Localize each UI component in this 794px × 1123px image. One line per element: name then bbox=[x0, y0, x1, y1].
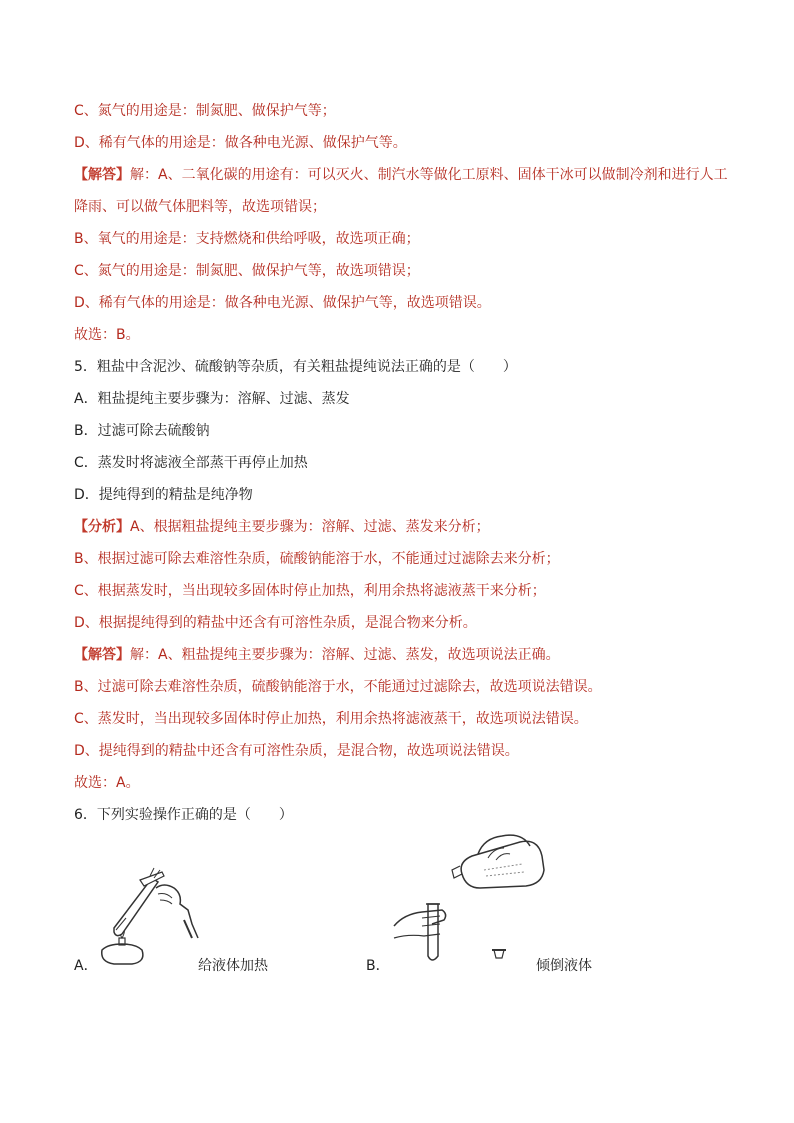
answer-line-c: C、蒸发时，当出现较多固体时停止加热，利用余热将滤液蒸干，故选项说法错误。 bbox=[74, 711, 588, 727]
question-5-option-d: D．提纯得到的精盐是纯净物 bbox=[74, 487, 253, 503]
answer-tag-2: 【解答】 bbox=[74, 647, 130, 663]
option-a-caption: 给液体加热 bbox=[198, 958, 268, 974]
prev-answer-c: C、氮气的用途是：制氮肥、做保护气等，故选项错误； bbox=[74, 263, 420, 279]
heating-liquid-illustration bbox=[92, 858, 202, 968]
answer-tag: 【解答】 bbox=[74, 167, 130, 183]
prev-option-c: C、氮气的用途是：制氮肥、做保护气等； bbox=[74, 103, 336, 119]
heating-liquid-icon bbox=[92, 858, 202, 968]
analysis-line-d: D、根据提纯得到的精盐中还含有可溶性杂质，是混合物来分析。 bbox=[74, 615, 477, 631]
prev-answer-b: B、氧气的用途是：支持燃烧和供给呼吸，故选项正确； bbox=[74, 231, 420, 247]
analysis-line-b: B、根据过滤可除去难溶性杂质，硫酸钠能溶于水，不能通过过滤除去来分析； bbox=[74, 551, 560, 567]
option-b-label: B． bbox=[366, 958, 390, 974]
prev-answer-choice: 故选：B。 bbox=[74, 327, 140, 343]
prev-option-d: D、稀有气体的用途是：做各种电光源、做保护气等。 bbox=[74, 135, 407, 151]
question-5-option-c: C．蒸发时将滤液全部蒸干再停止加热 bbox=[74, 455, 308, 471]
answer-choice: 故选：A。 bbox=[74, 775, 140, 791]
question-6-stem: 6．下列实验操作正确的是（ ） bbox=[74, 807, 293, 823]
question-5-option-a: A．粗盐提纯主要步骤为：溶解、过滤、蒸发 bbox=[74, 391, 350, 407]
option-b-caption: 倾倒液体 bbox=[536, 958, 592, 974]
option-a-label: A． bbox=[74, 958, 98, 974]
analysis-tag: 【分析】 bbox=[74, 519, 130, 535]
analysis-line-c: C、根据蒸发时，当出现较多固体时停止加热，利用余热将滤液蒸干来分析； bbox=[74, 583, 546, 599]
pouring-liquid-illustration bbox=[392, 826, 552, 968]
answer-text-2: 解：A、粗盐提纯主要步骤为：溶解、过滤、蒸发，故选项说法正确。 bbox=[130, 647, 560, 663]
pouring-liquid-icon bbox=[392, 826, 552, 968]
question-5-stem: 5．粗盐中含泥沙、硫酸钠等杂质，有关粗盐提纯说法正确的是（ ） bbox=[74, 359, 517, 375]
answer-line-a bbox=[74, 645, 560, 665]
answer-line-d: D、提纯得到的精盐中还含有可溶性杂质，是混合物，故选项说法错误。 bbox=[74, 743, 519, 759]
prev-answer-line-1 bbox=[74, 165, 728, 185]
analysis-text: A、根据粗盐提纯主要步骤为：溶解、过滤、蒸发来分析； bbox=[130, 519, 490, 535]
prev-answer-d: D、稀有气体的用途是：做各种电光源、做保护气等，故选项错误。 bbox=[74, 295, 491, 311]
question-5-option-b: B．过滤可除去硫酸钠 bbox=[74, 423, 210, 439]
answer-text: 解：A、二氧化碳的用途有：可以灭火、制汽水等做化工原料、固体干冰可以做制冷剂和进行人工 bbox=[130, 167, 728, 183]
prev-answer-line-2: 降雨、可以做气体肥料等，故选项错误； bbox=[74, 199, 326, 215]
answer-line-b: B、过滤可除去难溶性杂质，硫酸钠能溶于水，不能通过过滤除去，故选项说法错误。 bbox=[74, 679, 602, 695]
analysis-line-a bbox=[74, 517, 490, 537]
